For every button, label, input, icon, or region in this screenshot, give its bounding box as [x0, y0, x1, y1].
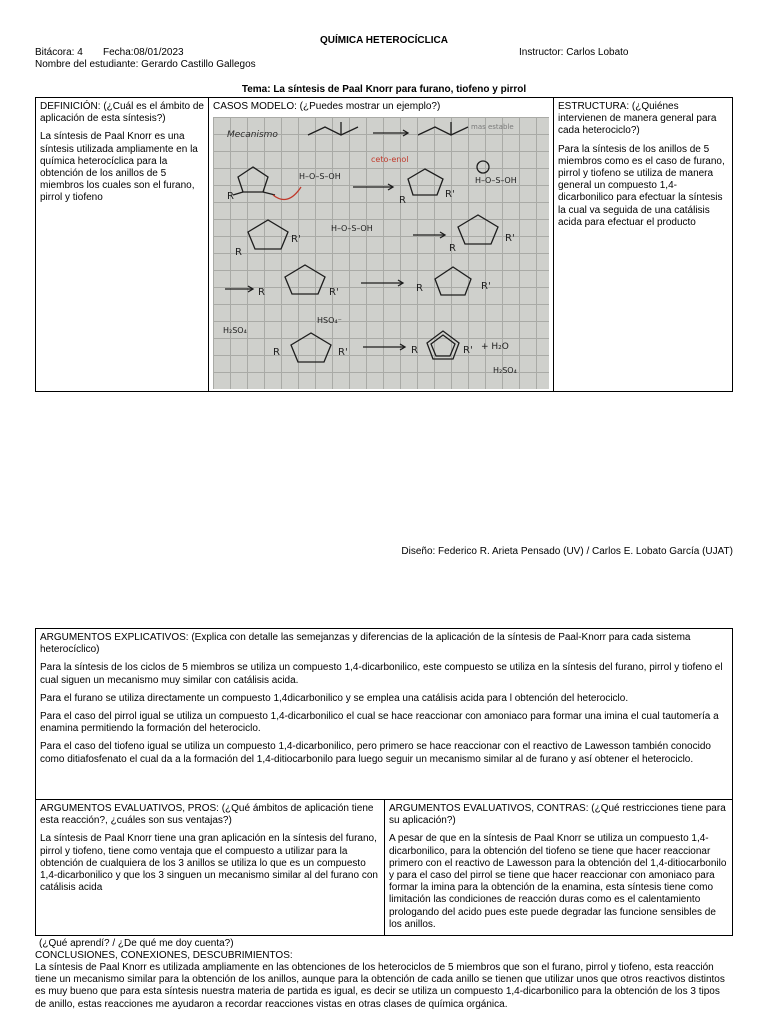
contras-heading: ARGUMENTOS EVALUATIVOS, CONTRAS: (¿Qué restricciones tiene para su aplicación?)	[389, 803, 726, 827]
sketch-h2so4-2: H₂SO₄	[493, 366, 517, 375]
sketch-label-mas-estable: mas estable	[471, 123, 514, 131]
sketch-r-3: R	[235, 247, 242, 258]
course-title: QUÍMICA HETEROCÍCLICA	[320, 35, 448, 46]
argumentos-explicativos-cell	[35, 628, 733, 800]
sketch-acid-1: H–O–S–OH	[299, 172, 341, 181]
date-label: Fecha:08/01/2023	[103, 47, 184, 58]
bitacora-label: Bitácora: 4	[35, 47, 83, 58]
sketch-r-1: R	[227, 191, 234, 202]
sketch-hso4: HSO₄⁻	[317, 316, 342, 325]
sketch-r-6: R	[416, 283, 423, 294]
sketch-r-7: R	[273, 347, 280, 358]
definicion-body: La síntesis de Paal Knorr es una síntesis utilizada ampliamente en la química heterocíclica para la obtención de los anillos de 5 miembros los cuales son el furano, pirrol y tiofeno	[40, 131, 198, 204]
sketch-h2so4-1: H₂SO₄	[223, 326, 247, 335]
instructor-label: Instructor: Carlos Lobato	[519, 47, 629, 58]
mechanism-sketch-image	[213, 117, 549, 389]
contras-body: A pesar de que en la síntesis de Paal Knorr se utiliza un compuesto 1,4-dicarbonilico, para la obtención del tiofeno se tiene que hacer reaccionar primero con el reactivo de Lawesson para la obtención del 1,4-ditiocarbonilo y para el caso del pirrol se tiene que hacer reaccionar con amoniaco para formar la imina para la obtención de la enamina, esta síntesis tiene como limitación las condiciones de reacción duras como es el calentamiento prologando del acido pues este puede degradar las funcione sensibles de los anillos.	[389, 833, 727, 930]
mechanism-sketch	[213, 117, 549, 389]
explicativo-paragraph-2: Para el furano se utiliza directamente un compuesto 1,4dicarbonilico y se emplea una catálisis acida para l obtención del heterociclo.	[40, 692, 629, 704]
sketch-rp-8: R'	[463, 345, 473, 356]
sketch-r-5: R	[258, 287, 265, 298]
pros-cell	[35, 799, 385, 936]
sketch-rp-6: R'	[481, 281, 491, 292]
pros-heading: ARGUMENTOS EVALUATIVOS, PROS: (¿Qué ámbitos de aplicación tiene esta reacción?, ¿cuáles son sus ventajas?)	[40, 803, 374, 827]
casos-heading: CASOS MODELO: (¿Puedes mostrar un ejemplo?)	[213, 101, 441, 112]
sketch-rp-7: R'	[338, 347, 348, 358]
explicativo-paragraph-3: Para el caso del pirrol igual se utiliza un compuesto 1,4-dicarbonilico el cual se hace reaccionar con amoniaco para formar una imina el cual tautomería a enamina permitiendo la formación del heterociclo.	[40, 710, 719, 735]
sketch-h2o: + H₂O	[481, 342, 509, 352]
definicion-heading: DEFINICIÓN: (¿Cuál es el ámbito de aplicación de esta síntesis?)	[40, 101, 204, 125]
explicativo-paragraph-1: Para la síntesis de los ciclos de 5 miembros se utiliza un compuesto 1,4-dicarbonilico, este compuesto se utiliza en la síntesis del furano, pirrol y tiofeno el cual siguen un mecanismo muy similar con catálisis acida.	[40, 662, 723, 686]
sketch-rp-5: R'	[329, 287, 339, 298]
estructura-heading: ESTRUCTURA: (¿Quiénes intervienen de manera general para cada heterociclo?)	[558, 101, 717, 137]
sketch-acid-3: H–O–S–OH	[331, 224, 373, 233]
pros-body: La síntesis de Paal Knorr tiene una gran aplicación en la síntesis del furano, pirrol y tiofeno, tiene como ventaja que el compuesto a utilizar para la obtención de cualquiera de los 3 anillos se utiliza lo que es un compuesto 1,4-dicarbonilico y que los 3 singuen un mecanismo similar al del furano con catálisis acida	[40, 833, 378, 894]
conclusiones-body: La síntesis de Paal Knorr es utilizada ampliamente en las obtenciones de los heterociclos de 5 miembros que son el furano, pirrol y tiofeno, esta reacción tiene un mecanismo similar para la obtención de los anillos, aunque para la obtención de cada anillo se tienen que utilizar unos que otros reactivos distintos es muy bueno que para esta síntesis nuestra materia de partida es igual, es decir se utiliza un compuesto 1,4-dicarbonilico para la obtención de los 3 tipos de anillo, estas reacciones me ayudaron a recordar reacciones vistas en otras clases de química orgánica.	[35, 962, 725, 1010]
conclusiones-question: (¿Qué aprendí? / ¿De qué me doy cuenta?)	[39, 938, 234, 949]
sketch-r-4: R	[449, 243, 456, 254]
sketch-r-2: R	[399, 195, 406, 206]
sketch-rp-3: R'	[291, 234, 301, 245]
sketch-label-mecanismo: Mecanismo	[227, 130, 278, 140]
student-name: Nombre del estudiante: Gerardo Castillo Gallegos	[35, 59, 256, 70]
sketch-rp-2: R'	[445, 189, 455, 200]
definicion-cell	[35, 97, 209, 392]
sketch-rp-4: R'	[505, 233, 515, 244]
estructura-body: Para la síntesis de los anillos de 5 miembros como es el caso de furano, pirrol y tiofeno se utiliza de manera general un compuesto 1,4-dicarbonilico para efectuar la síntesis la cual va seguida de una catálisis acida para efectuar el producto	[558, 143, 725, 228]
argumentos-explicativos-heading: ARGUMENTOS EXPLICATIVOS: (Explica con detalle las semejanzas y diferencias de la aplicación de la síntesis de Paal-Knorr para cada sistema heterocíclico)	[40, 632, 691, 656]
contras-cell	[384, 799, 733, 936]
sketch-label-ceto-enol: ceto-enol	[371, 155, 409, 164]
estructura-cell	[553, 97, 733, 392]
topic-title: Tema: La síntesis de Paal Knorr para furano, tiofeno y pirrol	[241, 84, 527, 95]
explicativo-paragraph-4: Para el caso del tiofeno igual se utiliza un compuesto 1,4-dicarbonilico, pero primero se hace reaccionar con el reactivo de Lawesson también conocido como ditiafosfenato el cual da a la formación del 1,4-ditiocarbonilo para luego seguir un mecanismo similar al de furano y así obtener el heterociclo.	[40, 741, 711, 765]
sketch-acid-2: H–O–S–OH	[475, 176, 517, 185]
sketch-r-8: R	[411, 345, 418, 356]
conclusiones-heading: CONCLUSIONES, CONEXIONES, DESCUBRIMIENTOS:	[35, 950, 293, 961]
design-credit: Diseño: Federico R. Arieta Pensado (UV) / Carlos E. Lobato García (UJAT)	[401, 546, 733, 557]
